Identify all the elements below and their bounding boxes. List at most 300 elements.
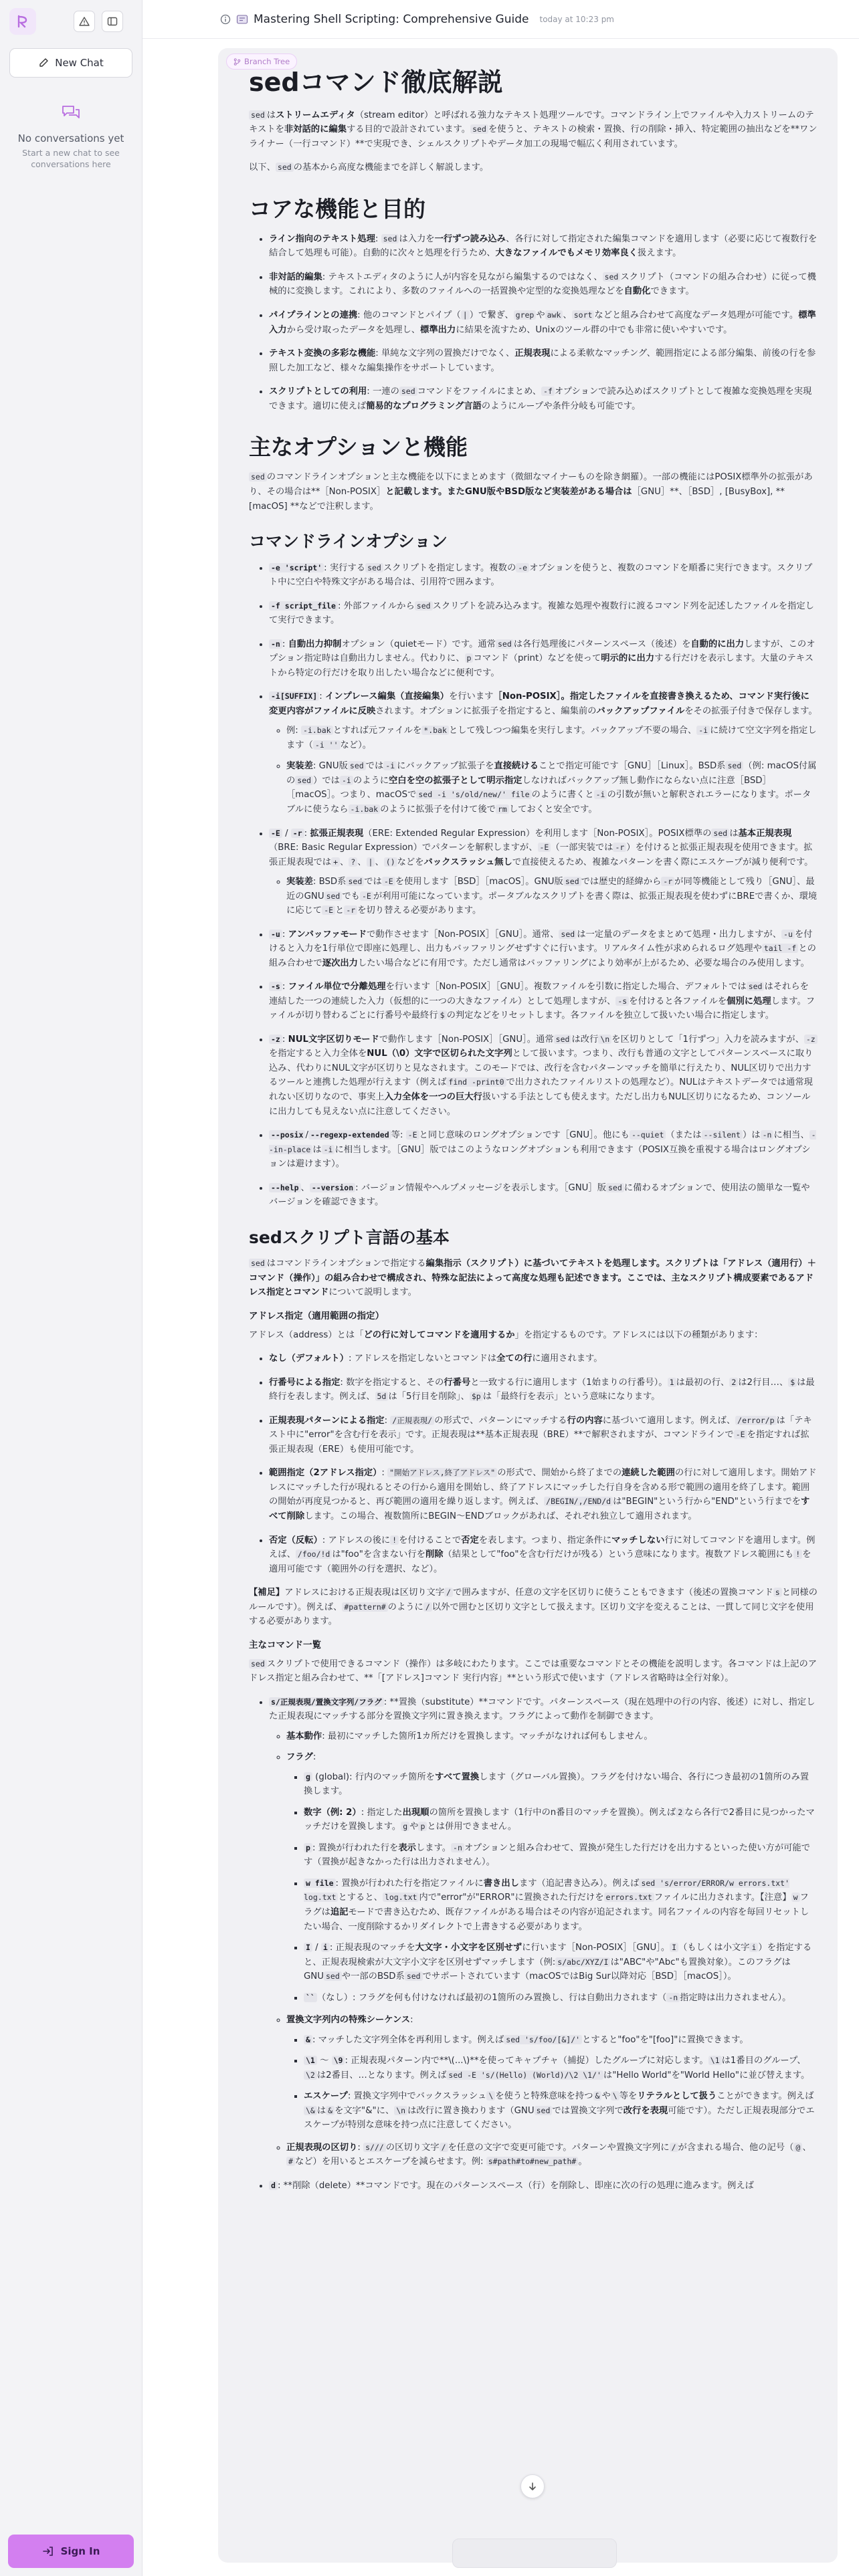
text: : [282,929,288,940]
flags-list [286,1770,818,2005]
bold: 追記 [330,1907,349,1917]
text: は2番目、…となります。例えば [316,2070,447,2080]
bold: 直接続ける [494,761,539,772]
bold: パイプラインとの連携 [269,310,358,320]
code: # [286,2157,295,2166]
features-list [249,232,818,413]
code: sed [348,761,366,770]
text: : [319,691,325,702]
text: 、 [802,2142,812,2153]
text: は「テキスト中に"error"を含む行を表示」です。正規表現は**基本正規表現（BRE）**で解釈されますが、コマンドラインで [269,1415,812,1440]
text: : **置換（substitute）**コマンドです。パターンスペース（現在処理中の行の内容、後述）に対し、指定した正規表現にマッチする部分を置換文字列に置き換えます。フラグによって動作を制御できます。 [269,1697,816,1722]
text: のように拡張子を付けて後で [380,804,496,815]
text: を付けると各ファイルを [629,996,727,1006]
code: --help [269,1183,301,1192]
text: を切り替える必要があります。 [357,905,482,916]
sidebar-top [0,0,142,43]
code: $ [788,1378,797,1387]
code: -r [291,829,304,838]
code: tail -f [762,944,798,953]
code: awk [545,310,563,320]
bold: インプレース編集（直接編集） [324,691,449,702]
branch-icon [233,58,241,66]
code: p [304,1843,312,1852]
code: `` [304,1993,317,2002]
code: & [326,2106,335,2115]
text: で囲みますが、任意の文字を区切りに使うこともできます（後述の置換コマンド [453,1588,773,1598]
bold: 基本正規表現 [738,828,792,839]
text: や一部のBSD系 [341,1971,405,1982]
code: -i '' [313,740,341,750]
bold: テキスト変換の多彩な機能 [269,348,376,359]
text: コマンドをファイルにまとめ、 [417,387,542,397]
bold: フラグ [286,1752,313,1763]
text: : 正規表現パターン内で**\(...\)**を使ってキャプチャ（捕捉）したグループに対応します。 [345,2056,708,2066]
code: w file [304,1879,336,1888]
text: （stream editor）と呼ばれる強力なテキスト処理ツールです。コマンドライン上でファイルや入力ストリームのテキストを [249,110,814,135]
text: を使うと特殊意味を持つ [495,2091,593,2102]
bold: 拡張正規表現 [310,828,364,839]
list-item [304,2089,818,2133]
text: として残しつつ編集を実行します。バックアップ不要の場合、 [448,726,697,736]
new-chat-button[interactable] [9,48,132,78]
text: : [282,639,288,649]
text: : マッチした文字列全体を再利用します。例えば [312,2034,504,2045]
bold: ライン指向のテキスト処理 [269,233,375,244]
code: --posix [269,1130,305,1140]
text: : アドレスの後に [322,1535,391,1545]
bold: 標準出力 [420,324,456,335]
code: -i [340,776,353,785]
text: に適用されます。 [532,1354,603,1364]
code: -r [344,905,357,915]
text: スクリプトを読み込みます。複雑な処理や複数行に渡るコマンド列を記述したファイルを指定して実行できます。 [269,601,814,626]
text: （結果として"foo"を含む行だけが残る）という意味になります。複数アドレス範囲にも [443,1549,794,1560]
text: はそれらを連結した一つの連続した入力（仮想的に一つの大きなファイル）として処理しますが、 [269,982,809,1006]
list-item [269,1695,818,2169]
address-note [249,1586,818,1629]
app-logo[interactable] [9,8,36,35]
empty-title: No conversations yet [17,132,124,144]
list-item [304,1770,818,1799]
bold: 出現順 [402,1807,430,1818]
bold: どの行に対してコマンドを適用するか [363,1329,515,1340]
code: -E [269,829,282,838]
text: では [365,761,384,772]
sub-list [269,1729,818,2169]
text: のようにループや条件分岐も可能です。 [481,401,641,411]
code: i [749,1943,758,1952]
text: : 最初にマッチした箇所1カ所だけを置換します。マッチがなければ何もしません。 [322,1731,653,1741]
heading-commands: 主なコマンド一覧 [249,1639,321,1650]
text: : [282,1034,288,1045]
text: オプション（quietモード）です。通常 [341,639,496,649]
text: ファイルに出力されます。【注意】 [654,1893,791,1903]
list-item [286,2141,818,2169]
text: とすると"foo"を"[foo]"に置換できます。 [582,2034,749,2045]
commands-list [249,1695,818,2193]
bold: 書き出し [483,1878,519,1889]
bold: 削除 [425,1549,444,1560]
code: s [773,1588,782,1597]
list-item [269,1414,818,1457]
code: /正規表現/ [390,1416,434,1425]
text: ）では [313,775,340,786]
code: | [461,310,470,320]
code: -E [322,905,335,915]
list-item [286,1729,818,1744]
text: を付けることで [399,1535,462,1545]
options-intro [249,470,818,514]
code: & [304,2035,312,2044]
text: を行います［Non-POSIX］［GNU］。複数ファイルを引数に指定した場合、デフォルトでは [385,982,747,992]
bold: 自動出力抑制 [288,639,342,649]
text: や [601,2091,611,2102]
code: \n [394,2106,407,2115]
text: 」を指定するものです。アドレスには以下の種類があります： [514,1329,763,1340]
bold: 否定（反転） [269,1535,322,1545]
code: -s [615,996,629,1006]
text: のように書くと [531,790,594,800]
bold: スクリプトとしての利用 [269,387,367,397]
warning-button[interactable] [74,11,95,32]
text: オプションと組み合わせて、置換が発生した行だけを出力するといった使い方が可能です（置換が起きなかった行は出力されません）。 [304,1842,811,1868]
code: \2 [304,2070,317,2080]
text: : [381,1468,388,1479]
bold: 基本動作 [286,1731,322,1741]
empty-conversations [0,100,142,171]
code: p [418,1822,427,1831]
code: 2 [676,1808,684,1817]
code: -i[SUFFIX] [269,691,319,701]
text: ）を付けると拡張正規表現を使用できます。拡張正規表現では [269,843,813,867]
list-item [269,308,818,337]
list-item [269,2179,818,2193]
code: -f script_file [269,601,338,611]
text: の箇所を置換します（1行中のn番目のマッチを置換）。例えば [429,1807,676,1818]
text: します。ファイルが切り替わるごとに行番号や最終行 [269,996,816,1021]
code: -i [594,790,607,799]
text: 、 [563,310,572,320]
text: する目的で設計されています。 [347,124,471,135]
code: *.bak [421,726,449,735]
text: : 実行する [324,562,366,573]
bold: 行の内容 [567,1415,603,1426]
text: : 置換が行われた行を [312,1842,399,1853]
text: アドレスにおける正規表現は区切り文字 [284,1588,445,1598]
text: に基づいて適用します。例えば、 [602,1415,736,1426]
text: : [304,828,310,839]
chat-header [142,0,859,39]
text: が同等機能として残り［GNU］、最近のGNU [286,877,815,901]
code: sed 's/error/ERROR/w errors.txt' log.txt [304,1878,790,1903]
text: に続けて空文字列を指定します（ [286,726,817,750]
code: -z [804,1035,818,1044]
text: オプションを使うと、複数のコマンドを順番に実行できます。スクリプト中に空白や特殊文字がある場合は、引用符で囲みます。 [269,562,813,588]
text: 、 [357,857,367,867]
bold: 実装差 [286,877,313,887]
text: を適用可能です（範囲外の行を選択、など）。 [269,1549,812,1574]
text: では歴史的経緯から [581,877,662,887]
code: /error/p [735,1416,776,1425]
list-item [269,232,818,261]
list-item [304,2033,818,2048]
text: を任意の文字で変更可能です。パターンや置換文字列に [448,2142,670,2153]
sign-in-label: Sign In [60,2545,100,2557]
text: （なし）: フラグを何も付けなければ最初の1箇所のみ置換し、行は自動出力されます（ [316,1992,667,2003]
text: スクリプトを指定します。複数の [383,562,516,573]
code: sed [606,1183,624,1192]
text: : 一連の [367,387,399,397]
text: を区切りとして「1行ずつ」入力を読みますが、 [611,1034,804,1045]
message-input[interactable] [452,2539,617,2568]
code: -i [322,1145,335,1154]
code-sed: sed [249,110,267,120]
text: を使用します［BSD］［macOS］。GNU版 [395,877,563,887]
text: は [266,110,276,120]
sub-list [269,875,818,918]
text: 行に対してコマンドを適用します。例えば、 [269,1535,816,1560]
bold: マッチしない [611,1535,665,1545]
text: が利用可能になっています。ポータブルなスクリプトを書く際は、拡張正規表現を使わずにBREで書くか、環境に応じて [286,891,818,916]
code-sed: sed [470,124,488,134]
info-icon[interactable] [220,14,231,25]
text: しなければバックアップ無し動作にならない点に注意［BSD］［macOS］。つまり、macOSで [286,775,771,800]
text: に相当します。［GNU］版ではこのようなロングオプションも利用できます（POSIX互換を重視する場合はロングオプションは避けます）。 [269,1144,811,1170]
code: \& [304,2106,317,2115]
text: は改行に置き換わります（GNU [407,2105,535,2116]
list-item [269,385,818,413]
sign-in-button[interactable] [8,2535,134,2568]
text: / [282,828,291,839]
code: -r [661,877,674,886]
list-item [304,1876,818,1934]
list-item [269,1033,818,1119]
bold: すべて削除 [269,1497,810,1521]
bold: NUL（\0）文字で区切られた文字列 [367,1049,512,1059]
text: なら各行で2番目に見つかったマッチだけを置換します。 [304,1807,815,1832]
code: / [423,1602,432,1612]
text: : アドレスを指定しないとコマンドは [349,1354,497,1364]
text: （一部実装では [551,843,613,853]
text: ことができます。例えば [717,2091,814,2102]
code: -e [516,563,529,572]
text: : 正規表現のマッチを [329,1943,415,1953]
section-heading-options: 主なオプションと機能 [249,434,468,461]
text: / [312,1943,321,1953]
code: / [440,2143,448,2152]
code: sed [405,1971,423,1981]
code: sed [249,472,267,481]
text: から受け取ったデータを処理し、 [286,324,421,335]
text: ［GNU］**、［BSD］, [BusyBox], ** [macOS] **などで注釈します。 [249,486,785,512]
list-item [286,875,818,918]
bold: 個別に処理 [727,996,771,1006]
code: grep [514,310,537,320]
sign-in-icon [42,2545,54,2557]
code: -i.bak [301,726,333,735]
bold: 表示 [398,1842,416,1853]
language-intro [249,1257,818,1300]
code: \1 [708,2056,722,2065]
text: が含まれる場合、他の記号（ [678,2142,794,2153]
intro-paragraph [249,108,818,152]
bold: 自動化 [624,286,651,297]
arrow-down-icon [528,2482,537,2491]
bold: ファイル単位で分離処理 [288,982,386,992]
chat-title[interactable]: Mastering Shell Scripting: Comprehensive Guide [254,12,529,26]
text: では置換文字列で [552,2105,624,2116]
code: g [304,1772,312,1782]
list-item [286,724,818,752]
code: () [384,857,397,867]
bold: 改行を表現 [623,2105,668,2116]
text: : 置換文字列中でバックスラッシュ [347,2091,487,2102]
text: の行に対して適用します。開始アドレスにマッチした行が現れるとその行から適用を開始し、終了アドレスにマッチした行自身を含める形で範囲の適用を終了します。範囲の開始が再度見つかると、再び範囲の適用を繰り返します。例えば、 [269,1468,817,1507]
text: されます。オプションに拡張子を指定すると、編集前の [375,706,597,716]
code: s#path#to#new_path# [486,2157,579,2166]
bold: リテラルとして扱う [637,2091,717,2102]
text: （ERE: Extended Regular Expression）を利用します［Non-POSIX］。POSIX標準の [363,828,712,839]
code: \1 [304,2056,317,2065]
text: ～ [316,2056,332,2066]
list-item [304,1941,818,1984]
code: errors.txt [604,1893,654,1902]
text: : [357,2142,364,2153]
code: /BEGIN/,/END/d [544,1497,613,1506]
sidebar [0,0,142,2576]
text: します。この場合、複数箇所にBEGIN〜ENDブロックがあれば、それぞれ独立して適用されます。 [304,1511,697,1521]
bold: 行番号による指定 [269,1377,341,1388]
code: 5d [375,1392,389,1401]
scroll-to-bottom-button[interactable] [520,2474,545,2498]
list-item [269,1533,818,1577]
bold: 正規表現パターンによる指定 [269,1415,385,1426]
list-item [269,599,818,628]
text: : [312,1752,316,1763]
code: | [367,857,375,867]
text: のように [353,775,389,786]
bold: 範囲指定（2アドレス指定） [269,1468,382,1479]
text: 以下、 [249,163,276,173]
bold: すべて置換 [434,1772,480,1782]
code: / [670,2143,678,2152]
code: --in-place [269,1130,816,1154]
text: : BSD系 [312,877,347,887]
code: sed -i 's/old/new/' file [416,790,531,799]
message-content [249,67,818,2203]
text: 。 [578,2157,587,2167]
special-sequences-list [286,2033,818,2133]
heading-address: アドレス指定（適用範囲の指定） [249,1310,385,1321]
code: w [791,1893,800,1902]
list-item [269,346,818,375]
text: は1番目のグループ、 [721,2056,806,2066]
code: -e 'script' [269,563,324,572]
text: は"foo"を含まない行を [332,1549,425,1560]
bold: 空白を空の拡張子として明示指定 [389,775,522,786]
bold: NUL文字区切りモード [288,1034,379,1045]
text: など）を用いるとエスケープを減らせます。例: [294,2157,486,2167]
bold: ストリームエディタ [276,110,355,120]
text: 等: [391,1130,406,1141]
text: に結果を流すため、Unixのツール群の中でも非常に使いやすいです。 [456,324,733,335]
code: -u [269,930,282,939]
text: : [282,982,288,992]
text: について説明します。 [328,1287,417,1298]
code: -r [613,843,626,852]
bold: アンバッファモード [288,929,367,940]
text: （BRE: Basic Regular Expression）でパターンを解釈しますが、 [269,843,538,853]
code: sed [535,2106,553,2115]
bold: ［Non-POSIX］。指定したファイルを直接書き換えるため、コマンド実行後に変更内容がファイルに反映 [269,691,809,716]
bold: 非対話的に編集 [284,124,347,135]
text: ます（追記書き込み）。例えば [518,1878,640,1889]
text: 等を [619,2091,638,2102]
code: -s [269,982,282,991]
list-item [304,1841,818,1870]
code: sed [295,776,313,785]
code: --silent [702,1130,743,1140]
code: sed [399,387,417,396]
code: ? [349,857,357,867]
text: 、 [300,1182,310,1193]
sidebar-toggle-icon [107,16,118,27]
code: g [401,1822,409,1831]
text: しますが、このオプション指定時は自動出力しません。代わりに、 [269,639,816,664]
code: -n [269,639,282,649]
text: を付けると入力を1行単位で即座に処理し、出力もバッファリングせずすぐに行います。リアルタイム性が求められるログ処理や [269,929,813,954]
code: 2 [729,1378,738,1387]
text: (global): 行内のマッチ箇所を [312,1772,435,1782]
code: "開始アドレス,終了アドレス" [387,1468,497,1477]
list-item [269,1466,818,1523]
bold: 標準入力 [269,310,816,335]
text: スクリプト（コマンドの組み合わせ）に従って機械的に変換します。これにより、多数のファイルへの一括置換や定型的な変換処理などを [269,272,816,297]
text: スクリプトで使用できるコマンド（操作）は多岐にわたります。ここでは重要なコマンドとその機能を説明します。各コマンドは上記のアドレス指定と組み合わせて、**「[アドレス]コマンド 実行内容」**という形式で使います（アドレス省略時は全行対象）。 [249,1658,818,1684]
bold: 大きなファイルでもメモリ効率良く [495,248,638,259]
list-item [269,561,818,590]
toggle-sidebar-button[interactable] [102,11,123,32]
bold: なし（デフォルト） [269,1354,349,1364]
text: で出力されたファイルリストの処理など）。NULはテキストデータでは通常現れない区切りなので、事実上 [269,1077,813,1102]
text: に備わるオプションで、使用法の簡単な一覧やバージョンを確認できます。 [269,1182,810,1208]
code: sed [559,930,577,939]
text: : 数字を指定すると、その [340,1377,444,1388]
list-item [269,637,818,681]
code: 1 [668,1378,676,1387]
subsection-heading-language: sedスクリプト言語の基本 [249,1227,450,1247]
code: -E [734,1430,747,1439]
text: は"BEGIN"という行から"END"という行までを [613,1497,801,1507]
text: は各行処理後にパターンスペース（後述）を [513,639,691,649]
text: オプションで読み込めばスクリプトとして複雑な変換処理を実現できます。適切に使えば [269,387,812,411]
text: はコマンドラインオプションで指定する [266,1259,426,1269]
commands-intro [249,1657,818,1686]
text: の形式で、開始から終了までの [497,1468,622,1479]
code: \ [486,2091,495,2101]
logo-icon [15,14,30,29]
text: は「5行目を削除」、 [388,1392,470,1402]
text: 例: [286,726,302,736]
code: s/正規表現/置換文字列/フラグ [269,1697,384,1707]
text: の形式で、パターンにマッチする [434,1415,567,1426]
bold: 正規表現の区切り [286,2142,358,2153]
text: は最初の行、 [676,1377,730,1388]
code: sed 's/foo/[&]/' [504,2035,582,2044]
bold: 【補足】 [249,1588,285,1598]
text: （例: macOS付属の [286,761,817,786]
